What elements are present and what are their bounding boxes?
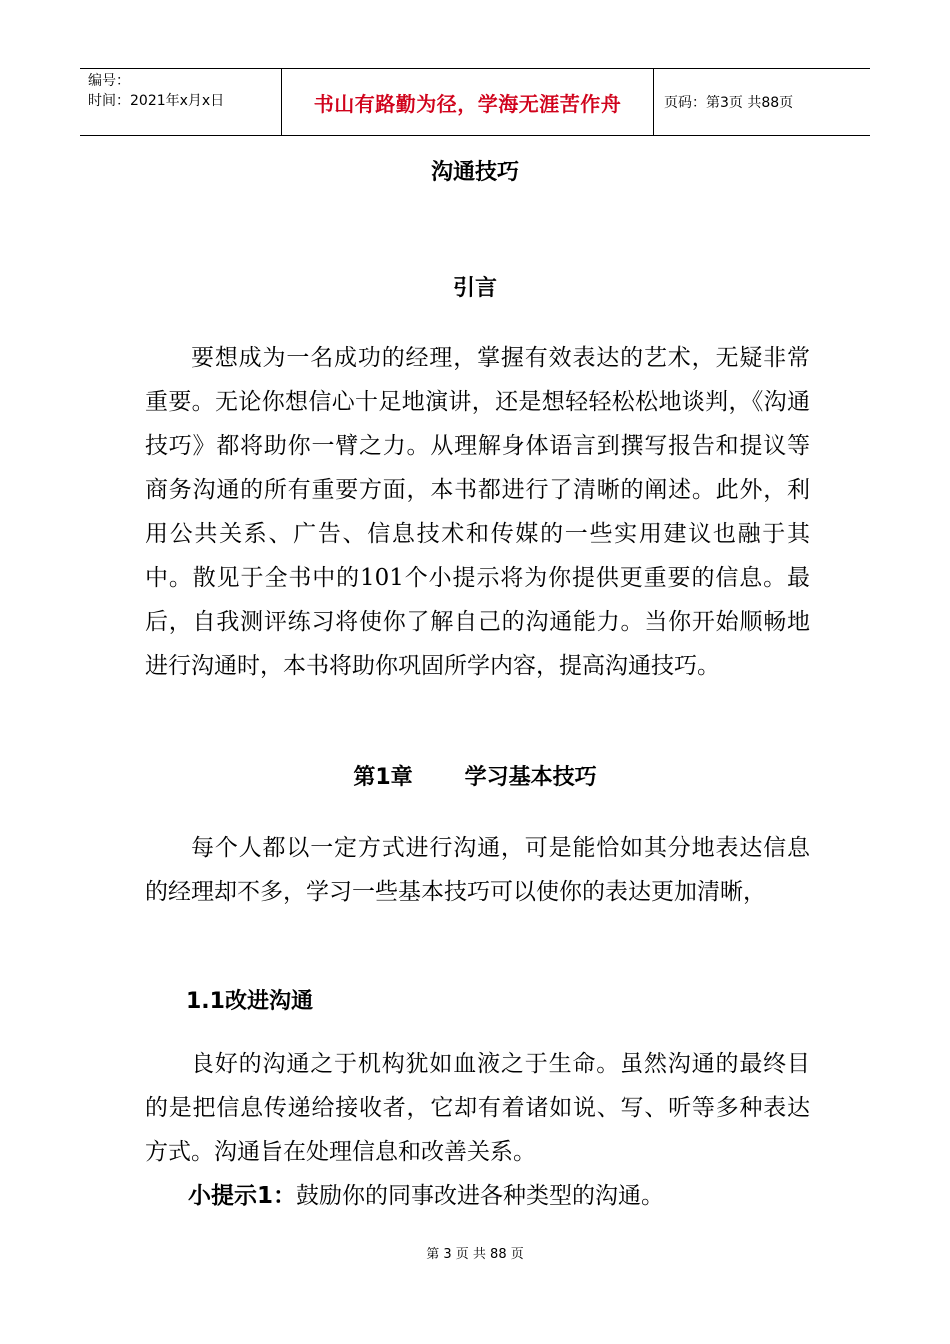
chapter-paragraph: 每个人都以一定方式进行沟通，可是能恰如其分地表达信息的经理却不多，学习一些基本技巧可以使你的表达更加清晰，: [145, 835, 810, 905]
chapter-number: 第1章: [353, 765, 413, 790]
header-page-cell: [654, 69, 870, 135]
section-paragraph: 良好的沟通之于机构犹如血液之于生命。虽然沟通的最终目的是把信息传递给接收者，它却有着诸如说、写、听等多种表达方式。沟通旨在处理信息和改善关系。: [145, 1051, 810, 1165]
header-motto-cell: [282, 69, 654, 135]
tip-text: 鼓励你的同事改进各种类型的沟通。: [296, 1183, 665, 1209]
document-header: [80, 68, 870, 136]
header-page-code: 页码：第3页 共88页: [664, 95, 794, 111]
document-number-label: 编号：: [88, 73, 130, 89]
header-motto: 书山有路勤为径，学海无涯苦作舟: [313, 91, 622, 116]
intro-paragraph: 要想成为一名成功的经理，掌握有效表达的艺术，无疑非常重要。无论你想信心十足地演讲，还是想轻轻松松地谈判，《沟通技巧》都将助你一臂之力。从理解身体语言到撰写报告和提议等商务沟通的所有重要方面，本书都进行了清晰的阐述。此外，利用公共关系、广告、信息技术和传媒的一些实用建议也融于其中。散见于全书中的101个小提示将为你提供更重要的信息。最后，自我测评练习将使你了解自己的沟通能力。当你开始顺畅地进行沟通时，本书将助你巩固所学内容，提高沟通技巧。: [145, 345, 810, 679]
page-footer: 第 3 页 共 88 页: [426, 1247, 524, 1262]
tip-line: [188, 1174, 664, 1218]
tip-label: 小提示1：: [188, 1183, 297, 1209]
document-date: 时间：2021年x月x日: [88, 93, 225, 109]
section-heading: 1.1改进沟通: [186, 989, 313, 1014]
chapter-heading: [0, 760, 950, 796]
chapter-title: 学习基本技巧: [464, 765, 597, 790]
header-meta-cell: [80, 69, 282, 135]
page-title: 沟通技巧: [430, 160, 519, 185]
intro-heading: 引言: [452, 276, 497, 301]
